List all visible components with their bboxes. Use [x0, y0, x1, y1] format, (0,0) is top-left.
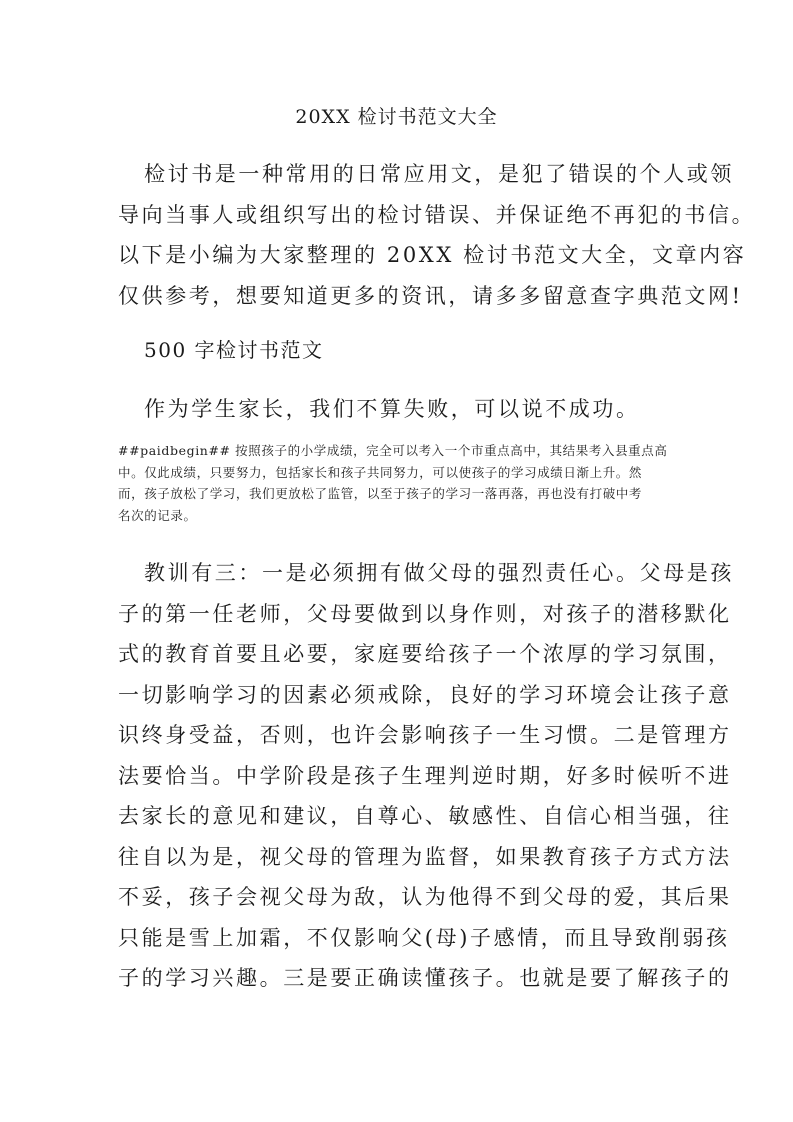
document-title: 20XX 检讨书范文大全: [295, 106, 498, 128]
intro-line: 仅供参考，想要知道更多的资讯，请多多留意查字典范文网!: [118, 283, 743, 308]
body-line: 去家长的意见和建议，自尊心、敏感性、自信心相当强，往: [118, 804, 732, 828]
body-line: 法要恰当。中学阶段是孩子生理判逆时期，好多时候听不进: [118, 763, 732, 788]
intro-line: 检讨书是一种常用的日常应用文，是犯了错误的个人或领: [144, 162, 734, 186]
intro-line: 导向当事人或组织写出的检讨错误、并保证绝不再犯的书信。: [118, 202, 756, 227]
small-print-paragraph: [118, 440, 678, 526]
lead-sentence: 作为学生家长，我们不算失败，可以说不成功。: [144, 397, 640, 421]
body-line: 式的教育首要且必要，家庭要给孩子一个浓厚的学习氛围，: [118, 642, 732, 666]
body-line: 子的学习兴趣。三是要正确读懂孩子。也就是要了解孩子的: [118, 966, 732, 990]
body-line: 只能是雪上加霜，不仅影响父(母)子感情，而且导致削弱孩: [118, 925, 730, 950]
intro-paragraph: [118, 154, 756, 316]
intro-line: 以下是小编为大家整理的 20XX 检讨书范文大全，文章内容: [118, 243, 747, 267]
small-print-line: 中。仅此成绩，只要努力，包括家长和孩子共同努力，可以使孩子的学习成绩日渐上升。然: [118, 464, 643, 480]
small-print-line: ##paidbegin## 按照孩子的小学成绩，完全可以考入一个市重点高中，其结果考入县重点高: [118, 443, 668, 458]
body-line: 一切影响学习的因素必须戒除，良好的学习环境会让孩子意: [118, 682, 732, 707]
body-line: 往自以为是，视父母的管理为监督，如果教育孩子方式方法: [118, 844, 732, 869]
body-line: 教训有三：一是必须拥有做父母的强烈责任心。父母是孩: [144, 561, 734, 585]
body-line: 不妥，孩子会视父母为敌，认为他得不到父母的爱，其后果: [118, 885, 732, 909]
body-line: 子的第一任老师，父母要做到以身作则，对孩子的潜移默化: [118, 601, 732, 626]
body-paragraph: [118, 553, 734, 999]
body-line: 识终身受益，否则，也许会影响孩子一生习惯。二是管理方: [118, 723, 732, 747]
small-print-line: 名次的记录。: [118, 507, 197, 523]
small-print-line: 而，孩子放松了学习，我们更放松了监管，以至于孩子的学习一落再落，再也没有打破中考: [118, 486, 643, 501]
section-heading: 500 字检讨书范文: [144, 338, 324, 362]
